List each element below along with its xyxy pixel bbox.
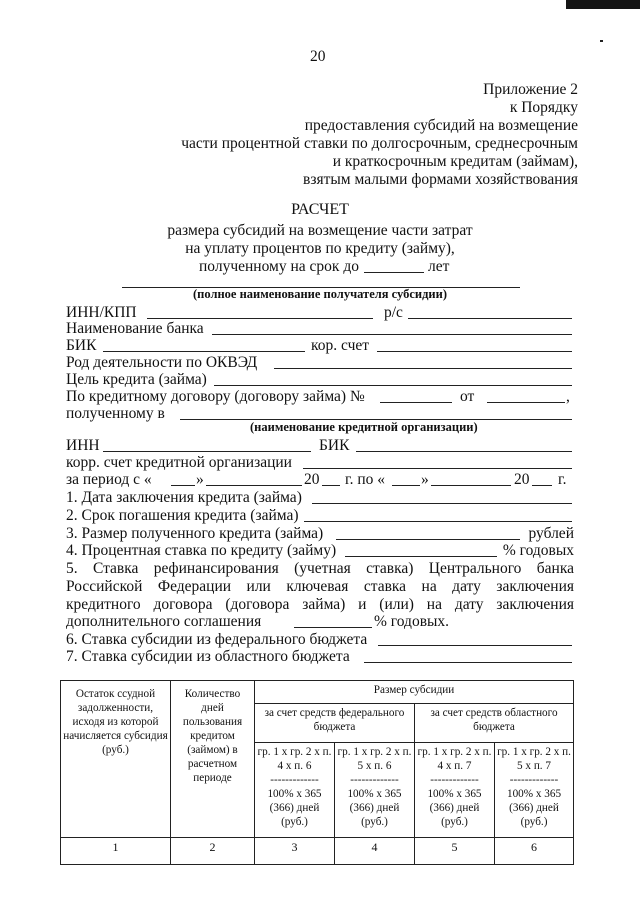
appendix-line-1: Приложение 2 [483, 81, 578, 98]
formula-4-numerator: гр. 1 х гр. 2 х п. 5 х п. 6 [337, 746, 412, 772]
period-quote-close: » [196, 471, 204, 488]
column-number-3: 3 [255, 838, 335, 865]
item-2-field[interactable] [304, 521, 572, 522]
formula-6-numerator: гр. 1 х гр. 2 х п. 5 х п. 7 [497, 746, 571, 772]
okved-field[interactable] [274, 368, 572, 369]
bik2-field[interactable] [356, 451, 572, 452]
appendix-line-2: к Порядку [509, 99, 578, 116]
formula-5-denominator: 100% х 365 (366) дней (руб.) [427, 788, 482, 828]
period-from-month-field[interactable] [206, 485, 302, 486]
title-line-3-prefix: полученному на срок до [199, 258, 359, 275]
item-1-label: 1. Дата заключения кредита (займа) [66, 489, 302, 506]
document-heading: РАСЧЕТ [291, 201, 349, 218]
item-5-line-2: Российской Федерации или ключевая ставка на дату заключения [66, 578, 574, 595]
credit-purpose-label: Цель кредита (займа) [66, 371, 207, 388]
period-quote-close-2: » [421, 471, 429, 488]
title-line-2: на уплату процентов по кредиту (займу), [185, 240, 455, 257]
period-year-prefix-2: 20 [514, 471, 530, 488]
agreement-date-field[interactable] [487, 402, 565, 403]
inn-kpp-label: ИНН/КПП [66, 304, 137, 321]
term-years-field[interactable] [364, 272, 424, 273]
credit-org-corr-field[interactable] [303, 468, 572, 469]
subsidy-size-header: Размер субсидии [255, 681, 574, 704]
agreement-number-field[interactable] [380, 402, 452, 403]
scan-edge-mark [566, 0, 640, 9]
item-4-field[interactable] [345, 556, 497, 557]
title-line-3-suffix: лет [428, 258, 450, 275]
col1-header: Остаток ссудной задолженности, исходя из которой начисляется субсидия (руб.) [61, 681, 171, 838]
federal-budget-header: за счет средств федерального бюджета [255, 704, 415, 743]
period-from-day-field[interactable] [171, 485, 195, 486]
inn-kpp-field[interactable] [147, 318, 373, 319]
item-1-field[interactable] [312, 503, 572, 504]
formula-3-numerator: гр. 1 х гр. 2 х п. 4 х п. 6 [257, 746, 332, 772]
column-number-6: 6 [495, 838, 574, 865]
formula-4-denominator: 100% х 365 (366) дней (руб.) [347, 788, 402, 828]
bik-label: БИК [66, 337, 97, 354]
inn-label: ИНН [66, 437, 100, 454]
item-5-line-4-prefix: дополнительного соглашения [66, 613, 262, 630]
formula-3-divider: ------------- [270, 774, 319, 786]
item-5-line-3: кредитного договора (договора займа) и (или) на дату заключения [66, 596, 574, 613]
received-in-label: полученному в [66, 405, 165, 422]
agreement-comma: , [566, 388, 570, 405]
item-4-unit: % годовых [502, 542, 574, 559]
subsidy-table [60, 680, 574, 865]
period-to-year-field[interactable] [532, 485, 552, 486]
column-number-2: 2 [171, 838, 255, 865]
inn-field[interactable] [103, 451, 311, 452]
regional-budget-header: за счет средств областного бюджета [415, 704, 574, 743]
okved-label: Род деятельности по ОКВЭД [66, 354, 258, 371]
bank-name-label: Наименование банка [66, 320, 204, 337]
item-7-label: 7. Ставка субсидии из областного бюджета [66, 648, 350, 665]
title-line-1: размера субсидий на возмещение части затрат [167, 222, 473, 239]
formula-3-denominator: 100% х 365 (366) дней (руб.) [267, 788, 322, 828]
rs-label: р/с [384, 304, 403, 321]
agreement-label: По кредитному договору (договору займа) № [66, 388, 365, 405]
column-number-4: 4 [335, 838, 415, 865]
column-number-5: 5 [415, 838, 495, 865]
credit-purpose-field[interactable] [214, 385, 572, 386]
item-6-field[interactable] [378, 645, 572, 646]
item-3-label: 3. Размер полученного кредита (займа) [66, 525, 324, 542]
appendix-line-3: предоставления субсидий на возмещение [304, 117, 578, 134]
col2-header: Количество дней пользования кредитом (займом) в расчетном периоде [171, 681, 255, 838]
period-to-label: г. по « [345, 471, 386, 488]
period-from-year-field[interactable] [322, 485, 340, 486]
credit-org-caption: (наименование кредитной организации) [250, 420, 478, 434]
column-number-1: 1 [61, 838, 171, 865]
period-from-label: за период с « [66, 471, 152, 488]
item-5-unit: % годовых. [374, 613, 450, 630]
agreement-from-label: от [460, 388, 475, 405]
item-5-line-1: 5. Ставка рефинансирования (учетная ставка) Центрального банка [66, 560, 574, 577]
recipient-caption: (полное наименование получателя субсидии) [193, 287, 447, 301]
appendix-line-5: и краткосрочным кредитам (займам), [332, 153, 578, 170]
period-to-month-field[interactable] [431, 485, 511, 486]
formula-4-divider: ------------- [350, 774, 399, 786]
period-to-day-field[interactable] [392, 485, 420, 486]
item-5-field[interactable] [294, 627, 372, 628]
item-6-label: 6. Ставка субсидии из федерального бюджета [66, 631, 368, 648]
formula-5-divider: ------------- [430, 774, 479, 786]
bik-field[interactable] [103, 351, 305, 352]
corr-account-field[interactable] [377, 351, 572, 352]
formula-cell-5 [415, 743, 495, 838]
item-3-field[interactable] [336, 539, 520, 540]
period-year-suffix-2: г. [558, 471, 567, 488]
period-year-prefix: 20 [304, 471, 320, 488]
formula-cell-4 [335, 743, 415, 838]
formula-6-denominator: 100% х 365 (366) дней (руб.) [506, 788, 562, 828]
credit-org-corr-label: корр. счет кредитной организации [66, 454, 292, 471]
formula-cell-3 [255, 743, 335, 838]
item-7-field[interactable] [364, 662, 572, 663]
page-number: 20 [310, 48, 326, 65]
item-2-label: 2. Срок погашения кредита (займа) [66, 507, 299, 524]
item-3-unit: рублей [528, 525, 574, 542]
formula-5-numerator: гр. 1 х гр. 2 х п. 4 х п. 7 [417, 746, 492, 772]
bank-name-field[interactable] [212, 334, 572, 335]
appendix-line-6: взятым малыми формами хозяйствования [303, 171, 578, 188]
corr-account-label: кор. счет [311, 337, 370, 354]
formula-6-divider: ------------- [509, 774, 559, 786]
appendix-line-4: части процентной ставки по долгосрочным, среднесрочным [181, 135, 578, 152]
scan-dot-mark [600, 40, 603, 42]
bik2-label: БИК [319, 437, 350, 454]
rs-field[interactable] [408, 318, 572, 319]
item-4-label: 4. Процентная ставка по кредиту (займу) [66, 542, 337, 559]
formula-cell-6 [495, 743, 574, 838]
